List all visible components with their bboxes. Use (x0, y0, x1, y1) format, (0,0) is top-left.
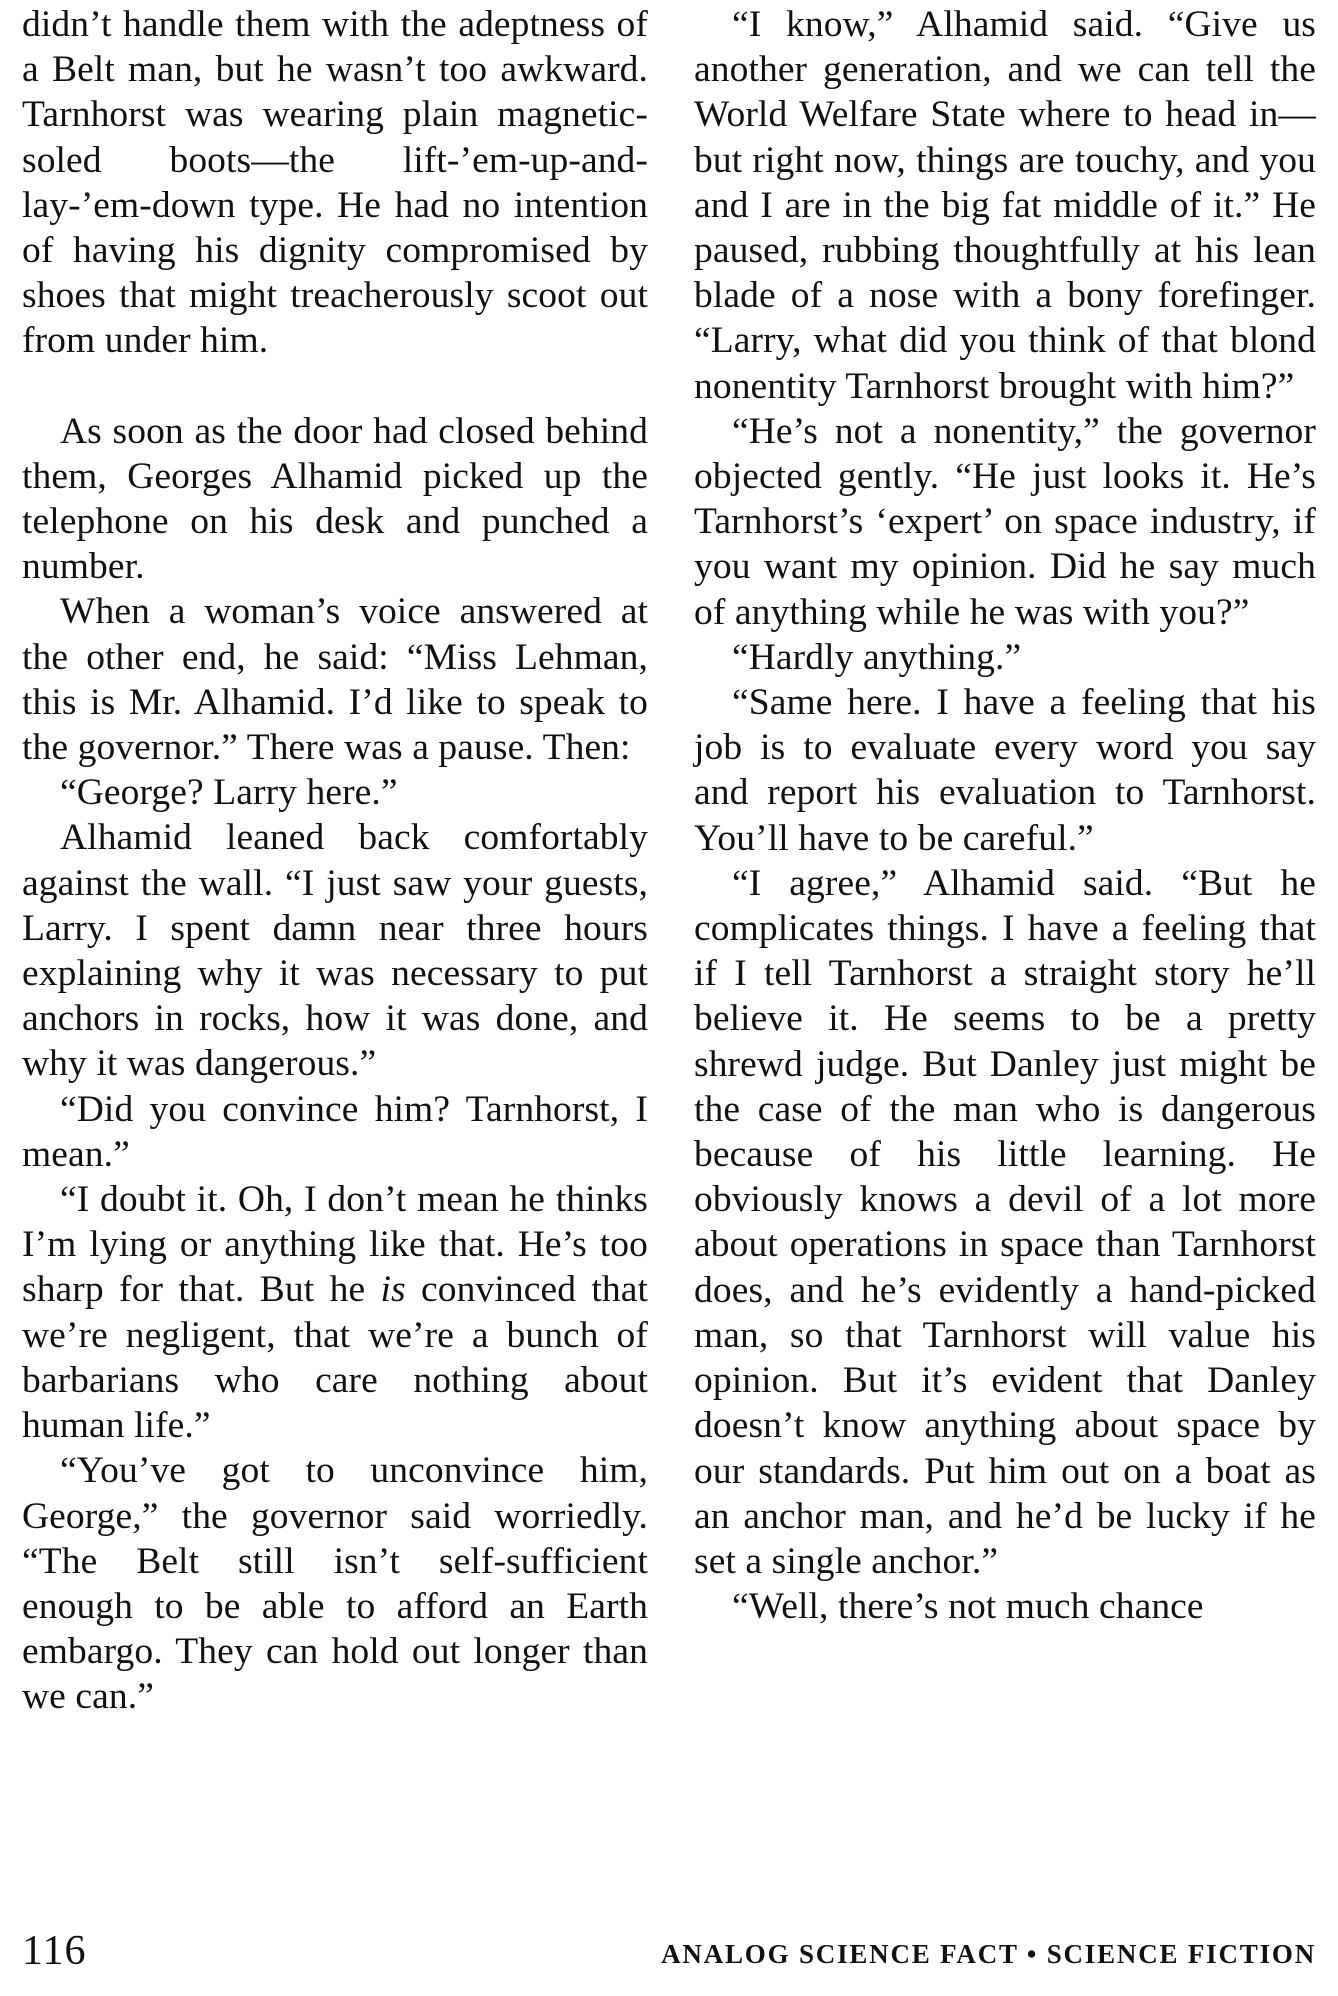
paragraph: “Same here. I have a feeling that his job is to evaluate every word you say and report his evaluation to Tarnhorst. You’ll have to be careful.” (694, 682, 1316, 859)
left-column (22, 2, 648, 1720)
paragraph: didn’t handle them with the adeptness of a Belt man, but he wasn’t too awkward. Tarnhorst was wearing plain magnetic-soled boots—the lift-’em-up-and-lay-’em-down type. He had no intention of having his dignity compromised by shoes that might treacherously scoot out from under him. (22, 4, 648, 362)
paragraph: Alhamid leaned back comfortably against the wall. “I just saw your guests, Larry. I spent damn near three hours explaining why it was necessary to put anchors in rocks, how it was done, and why it was dangerous.” (22, 817, 648, 1085)
paragraph-text: convinced that we’re negligent, that we’re a bunch of barbarians who care nothing about human life.” (22, 1269, 648, 1447)
paragraph (22, 1177, 648, 1448)
paragraph: “Hardly anything.” (732, 636, 1022, 678)
running-footer: ANALOG SCIENCE FACT • SCIENCE FICTION (661, 1939, 1316, 1969)
paragraph: As soon as the door had closed behind them, Georges Alhamid picked up the telephone on his desk and punched a number. (22, 410, 648, 588)
paragraph-text: “I doubt it. Oh, I don’t mean he thinks I’m lying or anything like that. He’s too sharp for that. But he (22, 1179, 648, 1311)
paragraph: “I know,” Alhamid said. “Give us another generation, and we can tell the World Welfare State where to head in—but right now, things are touchy, and you and I are in the big fat middle of it.” He paused, rubbing thoughtfully at his lean blade of a nose with a bony forefinger. “Larry, what did you think of that blond nonentity Tarnhorst brought with him?” (694, 4, 1316, 407)
paragraph: “George? Larry here.” (60, 772, 398, 814)
paragraph: When a woman’s voice answered at the other end, he said: “Miss Lehman, this is Mr. Alhamid. I’d like to speak to the governor.” There was a pause. Then: (22, 591, 648, 769)
emphasis-text: is (380, 1269, 406, 1311)
page-number: 116 (22, 1928, 87, 1974)
paragraph: “He’s not a nonentity,” the governor objected gently. “He just looks it. He’s Tarnhorst’s ‘expert’ on space industry, if you want my opinion. Did he say much of anything while he was with you?” (694, 410, 1316, 633)
paragraph: “Did you convince him? Tarnhorst, I mean.” (22, 1088, 648, 1175)
right-column (694, 2, 1316, 1629)
paragraph: “You’ve got to unconvince him, George,” the governor said worriedly. “The Belt still isn’t self-sufficient enough to be able to afford an Earth embargo. They can hold out longer than we can.” (22, 1450, 648, 1718)
paragraph: “Well, there’s not much chance (732, 1586, 1204, 1628)
paragraph: “I agree,” Alhamid said. “But he complicates things. I have a feeling that if I tell Tarnhorst a straight story he’ll believe it. He seems to be a pretty shrewd judge. But Danley just might be the case of the man who is dangerous because of his little learning. He obviously knows a devil of a lot more about operations in space than Tarnhorst does, and he’s evidently a hand-picked man, so that Tarnhorst will value his opinion. But it’s evident that Danley doesn’t know anything about space by our standards. Put him out on a boat as an anchor man, and he’d be lucky if he set a single anchor.” (694, 862, 1316, 1582)
